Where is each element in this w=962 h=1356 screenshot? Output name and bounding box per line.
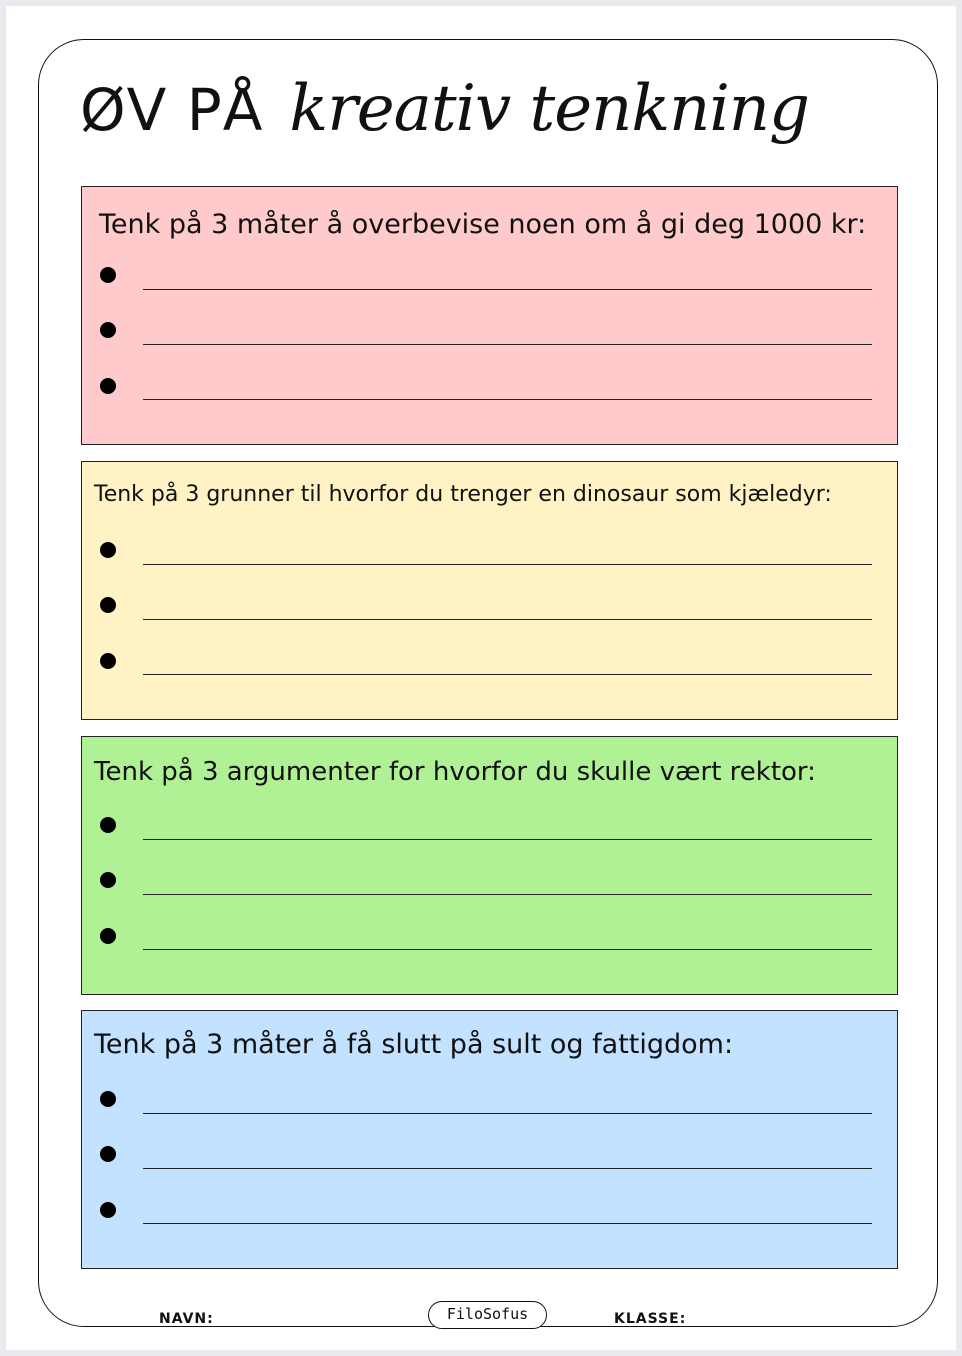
answer-line-1[interactable] (143, 839, 872, 840)
section-4-prompt: Tenk på 3 måter å få slutt på sult og fattigdom: (94, 1029, 734, 1060)
title-script: kreativ tenkning (289, 72, 809, 146)
section-3-prompt: Tenk på 3 argumenter for hvorfor du skulle vært rektor: (94, 757, 816, 787)
bullet-icon (100, 1202, 116, 1218)
section-1-prompt: Tenk på 3 måter å overbevise noen om å gi deg 1000 kr: (99, 209, 867, 240)
page-title (80, 72, 809, 168)
answer-line-3[interactable] (143, 674, 872, 675)
bullet-icon (100, 378, 116, 394)
section-3 (81, 736, 898, 995)
worksheet-page (6, 6, 956, 1350)
section-2 (81, 461, 898, 720)
name-label: NAVN: (159, 1311, 214, 1327)
answer-line-1[interactable] (143, 1113, 872, 1114)
bullet-icon (100, 267, 116, 283)
answer-line-2[interactable] (143, 1168, 872, 1169)
filosofus-logo: FiloSofus (428, 1301, 547, 1329)
section-4 (81, 1010, 898, 1269)
bullet-icon (100, 872, 116, 888)
bullet-icon (100, 542, 116, 558)
answer-line-1[interactable] (143, 564, 872, 565)
bullet-icon (100, 1146, 116, 1162)
bullet-icon (100, 1091, 116, 1107)
bullet-icon (100, 653, 116, 669)
answer-line-2[interactable] (143, 894, 872, 895)
bullet-icon (100, 597, 116, 613)
answer-line-3[interactable] (143, 1223, 872, 1224)
answer-line-3[interactable] (143, 949, 872, 950)
title-plain: ØV PÅ (80, 76, 264, 144)
section-2-prompt: Tenk på 3 grunner til hvorfor du trenger en dinosaur som kjæledyr: (94, 482, 832, 507)
bullet-icon (100, 817, 116, 833)
answer-line-3[interactable] (143, 399, 872, 400)
answer-line-2[interactable] (143, 619, 872, 620)
bullet-icon (100, 928, 116, 944)
section-1 (81, 186, 898, 445)
answer-line-2[interactable] (143, 344, 872, 345)
answer-line-1[interactable] (143, 289, 872, 290)
class-label: KLASSE: (614, 1311, 687, 1327)
bullet-icon (100, 322, 116, 338)
